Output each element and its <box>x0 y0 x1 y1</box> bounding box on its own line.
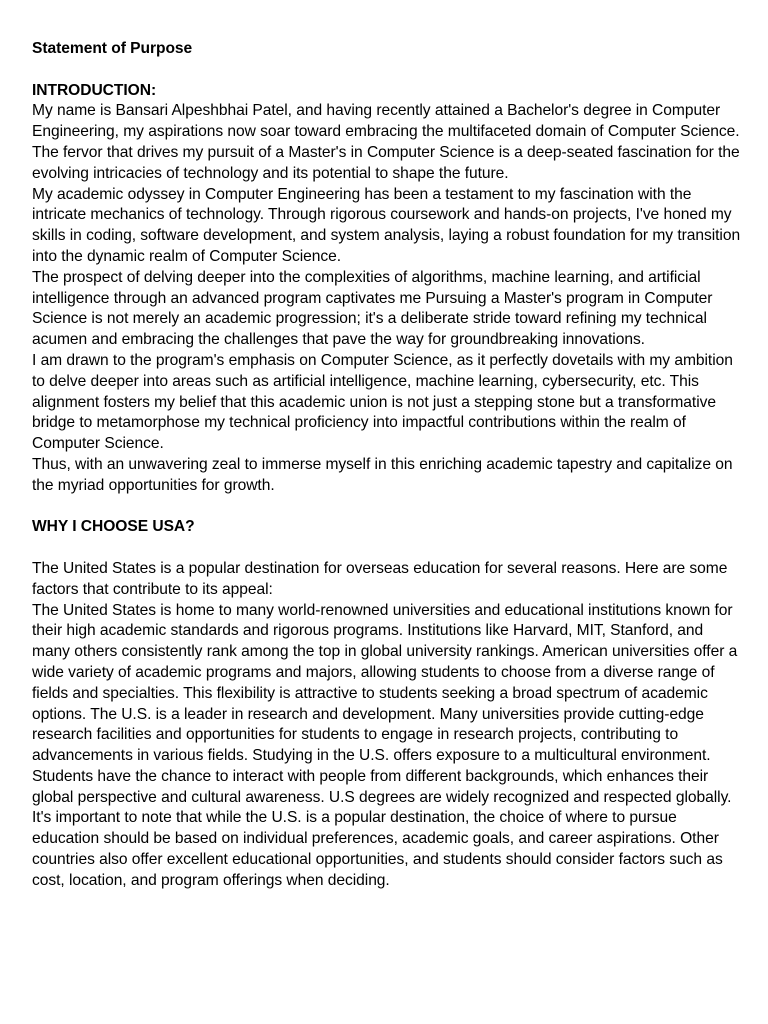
why-usa-paragraph-1: The United States is a popular destination for overseas education for several reasons. Here are some factors that contribute to its appeal: <box>32 559 728 598</box>
why-usa-heading: WHY I CHOOSE USA? <box>32 518 195 536</box>
document-title: Statement of Purpose <box>32 40 193 57</box>
introduction-paragraph-1: My name is Bansari Alpeshbhai Patel, and having recently attained a Bachelor's degree in Computer Engineering, my aspirations now soar toward embracing the multifaceted domain of Computer Science. The fervor that drives my pursuit of a Master's in Computer Science is a deep-seated fascination for the evolving intricacies of technology and its potential to shape the future. <box>32 102 740 182</box>
spacer <box>32 60 744 81</box>
spacer <box>32 538 744 559</box>
introduction-paragraph-2: My academic odyssey in Computer Engineering has been a testament to my fascination with the intricate mechanics of technology. Through rigorous coursework and hands-on projects, I've honed my skills in coding, software development, and system analysis, laying a robust foundation for my transition into the dynamic realm of Computer Science. <box>32 185 741 265</box>
why-usa-paragraph-2: The United States is home to many world-renowned universities and educational institutions known for their high academic standards and rigorous programs. Institutions like Harvard, MIT, Stanford, and many others consistently rank among the top in global university rankings. American universities offer a wide variety of academic programs and majors, allowing students to choose from a diverse range of fields and specialties. This flexibility is attractive to students seeking a broad spectrum of academic options. The U.S. is a leader in research and development. Many universities provide cutting-edge research facilities and opportunities for students to engage in research projects, contributing to advancements in various fields. Studying in the U.S. offers exposure to a multicultural environment. Students have the chance to interact with people from different backgrounds, which enhances their global perspective and cultural awareness. U.S degrees are widely recognized and respected globally. It's important to note that while the U.S. is a popular destination, the choice of where to pursue education should be based on individual preferences, academic goals, and career aspirations. Other countries also offer excellent educational opportunities, and students should consider factors such as cost, location, and program offerings when deciding. <box>32 601 738 889</box>
document-page <box>32 39 744 892</box>
spacer <box>32 497 744 518</box>
introduction-heading: INTRODUCTION: <box>32 81 157 99</box>
introduction-paragraph-3: The prospect of delving deeper into the complexities of algorithms, machine learning, and artificial intelligence through an advanced program captivates me Pursuing a Master's program in Computer Science is not merely an academic progression; it's a deliberate stride toward refining my technical acumen and embracing the challenges that pave the way for groundbreaking innovations. <box>32 268 713 349</box>
introduction-paragraph-4: I am drawn to the program's emphasis on Computer Science, as it perfectly dovetails with my ambition to delve deeper into areas such as artificial intelligence, machine learning, cybersecurity, etc. This alignment fosters my belief that this academic union is not just a stepping stone but a transformative bridge to metamorphose my technical proficiency into impactful contributions within the realm of Computer Science. <box>32 351 733 453</box>
introduction-paragraph-5: Thus, with an unwavering zeal to immerse myself in this enriching academic tapestry and capitalize on the myriad opportunities for growth. <box>32 455 733 494</box>
